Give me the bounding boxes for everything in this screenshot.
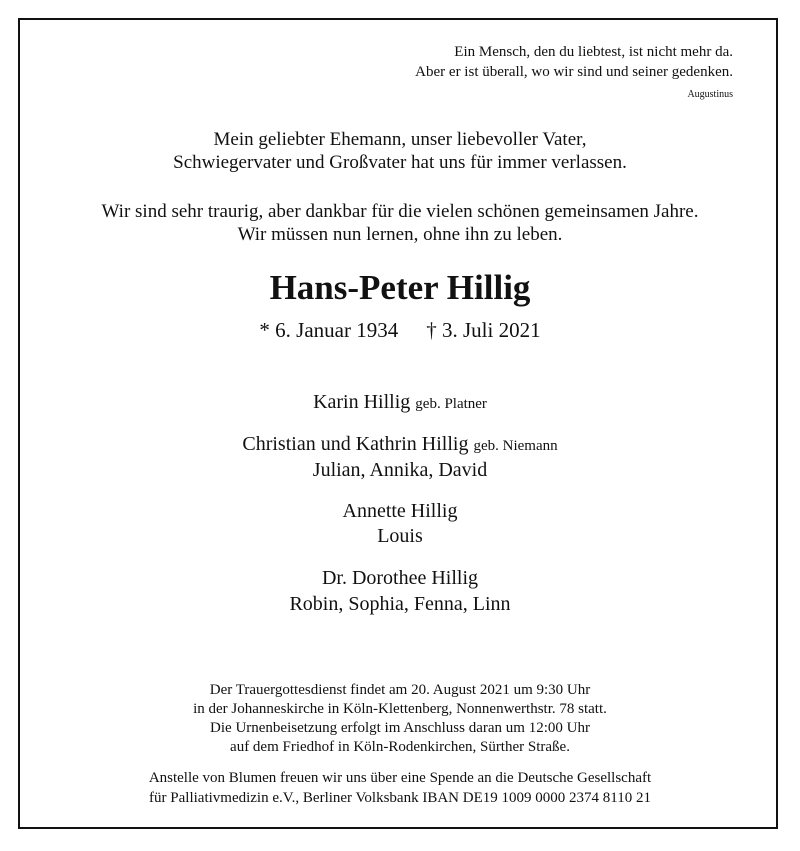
service-line-4: auf dem Friedhof in Köln-Rodenkirchen, Sürther Straße. [230, 739, 570, 755]
sentiment-line-1: Wir sind sehr traurig, aber dankbar für die vielen schönen gemeinsamen Jahre. [101, 201, 699, 222]
sentiment-line-2: Wir müssen nun lernen, ohne ihn zu leben. [237, 224, 563, 245]
quote-line-1: Ein Mensch, den du liebtest, ist nicht mehr da. [454, 44, 733, 60]
donation-line-2: für Palliativmedizin e.V., Berliner Volksbank IBAN DE19 1009 0000 2374 8110 21 [149, 790, 651, 806]
deceased-name: Hans-Peter Hillig [269, 268, 531, 307]
family-member-1 [0, 391, 800, 414]
donation-line-1: Anstelle von Blumen freuen wir uns über eine Spende an die Deutsche Gesellschaft [148, 770, 652, 786]
family-member-2 [0, 433, 800, 456]
service-line-3: Die Urnenbeisetzung erfolgt im Anschluss daran um 12:00 Uhr [210, 720, 590, 736]
service-line-1: Der Trauergottesdienst findet am 20. August 2021 um 9:30 Uhr [209, 682, 591, 698]
service-line-2: in der Johanneskirche in Köln-Klettenberg, Nonnenwerthstr. 78 statt. [193, 701, 607, 717]
life-dates [0, 318, 800, 343]
family-member-4-children: Robin, Sophia, Fenna, Linn [289, 593, 511, 615]
family-member-3-name: Annette Hillig [342, 500, 458, 522]
family-member-1-name: Karin Hillig [313, 391, 411, 413]
intro-line-1: Mein geliebter Ehemann, unser liebevoller Vater, [213, 129, 587, 150]
family-member-4-name: Dr. Dorothee Hillig [321, 567, 479, 589]
death-date: † 3. Juli 2021 [426, 318, 541, 342]
quote-line-2: Aber er ist überall, wo wir sind und seiner gedenken. [415, 64, 733, 80]
family-member-2-maiden-name: geb. Niemann [473, 438, 558, 454]
intro-line-2: Schwiegervater und Großvater hat uns für immer verlassen. [173, 152, 627, 173]
birth-date: * 6. Januar 1934 [259, 318, 399, 342]
family-member-1-maiden-name: geb. Platner [415, 396, 487, 412]
family-member-2-name: Christian und Kathrin Hillig [242, 433, 469, 455]
family-member-3-children: Louis [377, 525, 423, 547]
family-member-2-children: Julian, Annika, David [312, 459, 488, 481]
quote-author: Augustinus [687, 89, 733, 100]
